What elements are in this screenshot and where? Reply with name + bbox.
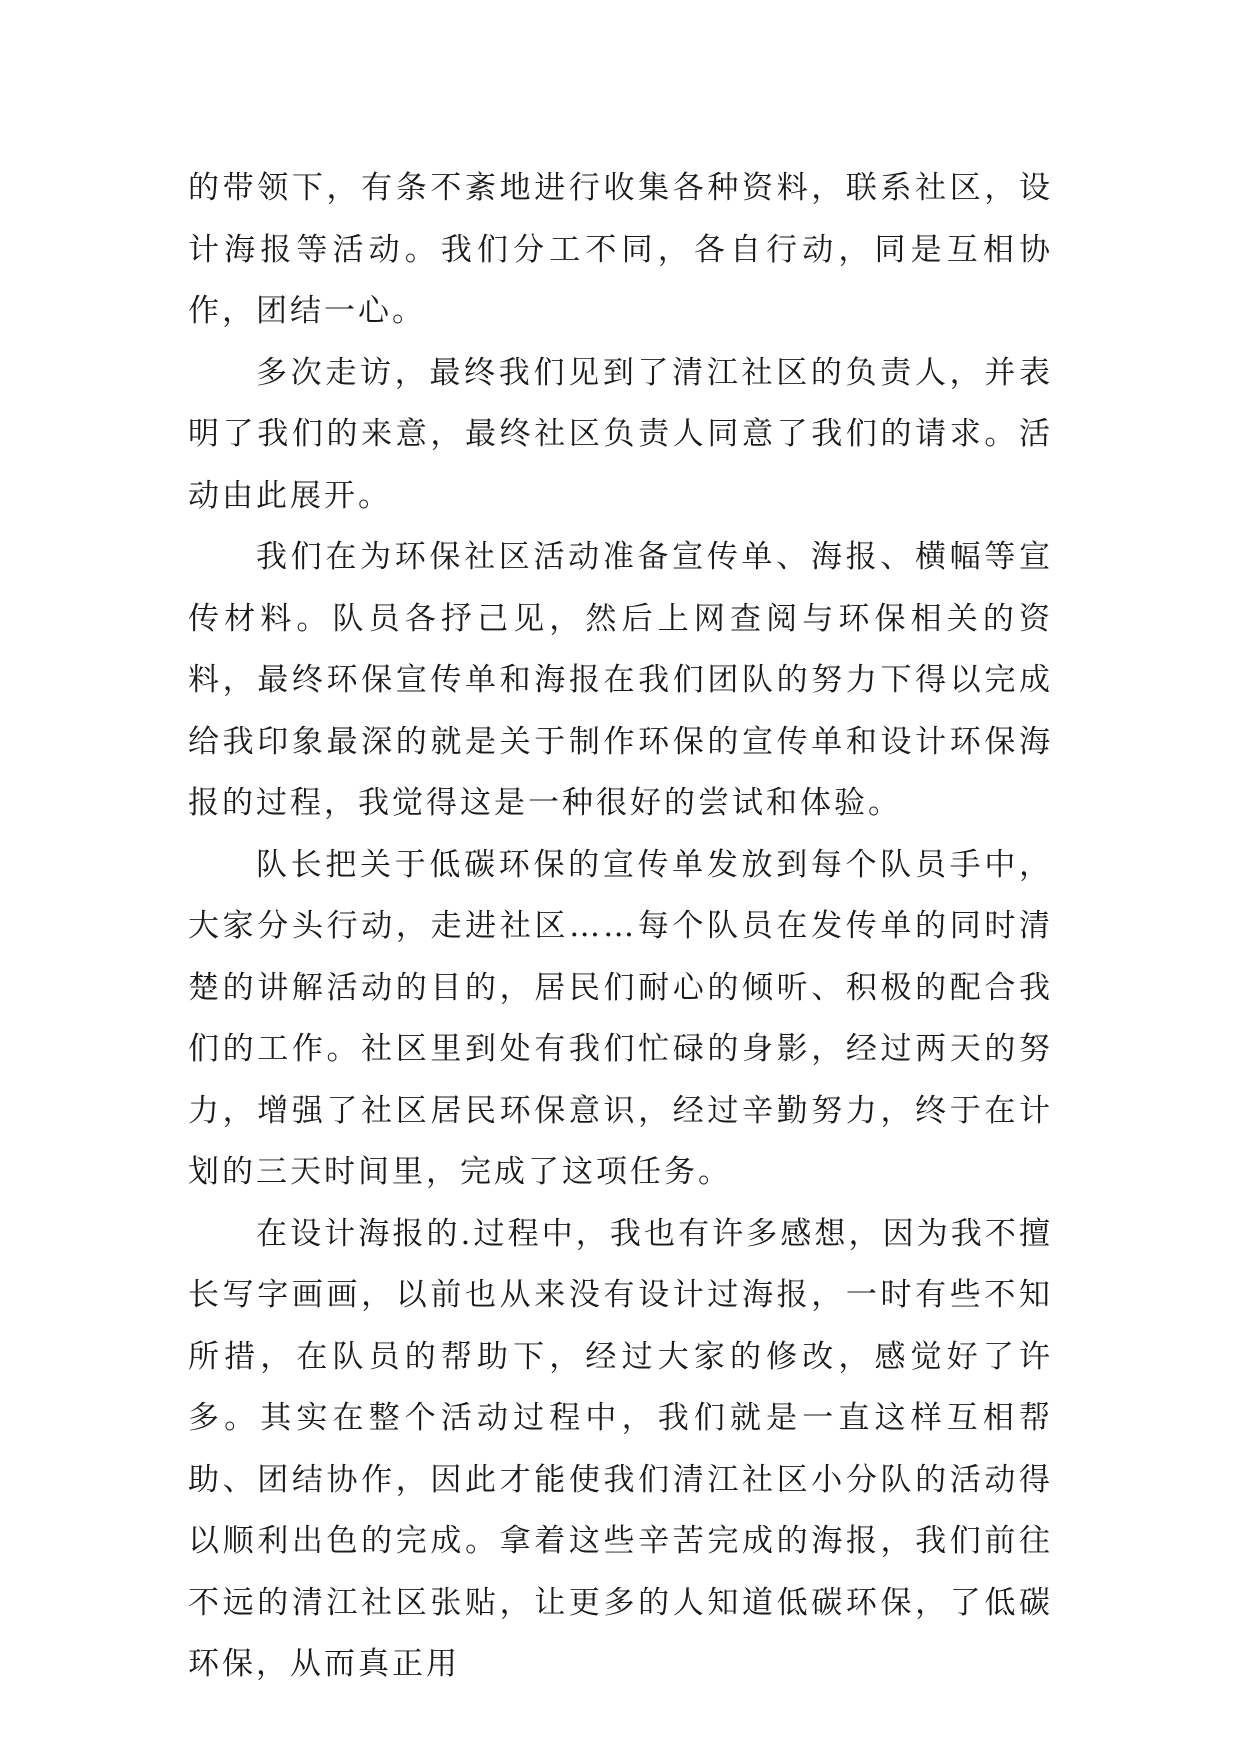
- paragraph-2: 多次走访，最终我们见到了清江社区的负责人，并表明了我们的来意，最终社区负责人同意了我们的请求。活动由此展开。: [188, 354, 1053, 514]
- paragraph-3: 我们在为环保社区活动准备宣传单、海报、横幅等宣传材料。队员各抒己见，然后上网查阅与环保相关的资料，最终环保宣传单和海报在我们团队的努力下得以完成给我印象最深的就是关于制作环保的宣传单和设计环保海报的过程，我觉得这是一种很好的尝试和体验。: [188, 539, 1053, 821]
- paragraph-1: 的带领下，有条不紊地进行收集各种资料，联系社区，设计海报等活动。我们分工不同，各自行动，同是互相协作，团结一心。: [188, 170, 1053, 329]
- document-body: [188, 158, 1053, 1696]
- paragraph-5: 在设计海报的.过程中，我也有许多感想，因为我不擅长写字画画，以前也从来没有设计过海报，一时有些不知所措，在队员的帮助下，经过大家的修改，感觉好了许多。其实在整个活动过程中，我们就是一直这样互相帮助、团结协作，因此才能使我们清江社区小分队的活动得以顺利出色的完成。拿着这些辛苦完成的海报，我们前往不远的清江社区张贴，让更多的人知道低碳环保，了低碳环保，从而真正用: [188, 1215, 1053, 1682]
- paragraph-4: 队长把关于低碳环保的宣传单发放到每个队员手中，大家分头行动，走进社区……每个队员在发传单的同时清楚的讲解活动的目的，居民们耐心的倾听、积极的配合我们的工作。社区里到处有我们忙碌的身影，经过两天的努力，增强了社区居民环保意识，经过辛勤努力，终于在计划的三天时间里，完成了这项任务。: [188, 846, 1053, 1190]
